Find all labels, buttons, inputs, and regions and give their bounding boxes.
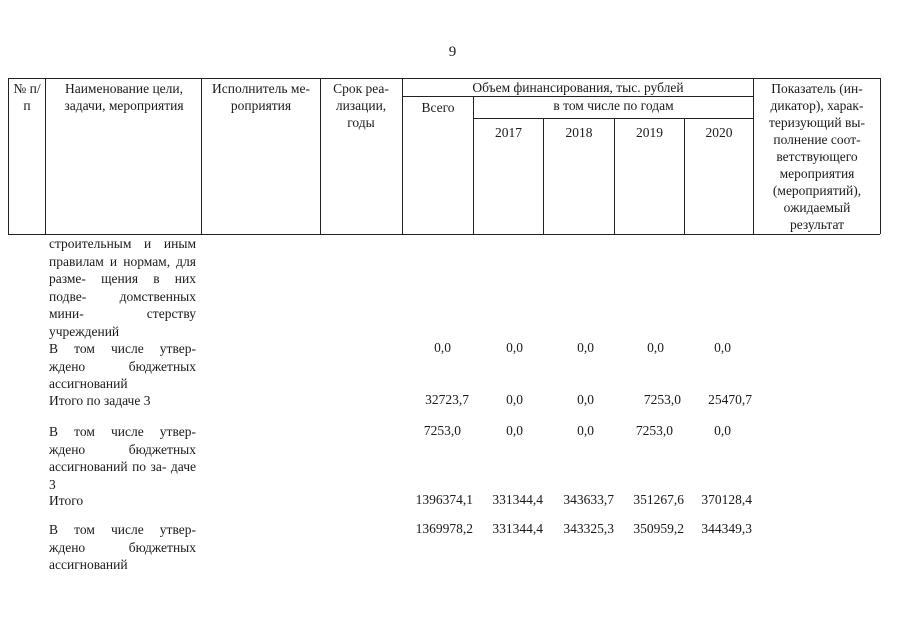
header-num: № п/п xyxy=(13,81,41,113)
row-2017: 0,0 xyxy=(506,423,523,438)
header-year-2017: 2017 xyxy=(495,125,522,140)
row-2020: 0,0 xyxy=(714,340,731,355)
row-total: 32723,7 xyxy=(425,392,469,407)
header-executor: Исполнитель ме- роприятия xyxy=(212,81,310,113)
header-year-2019: 2019 xyxy=(636,125,663,140)
row-total: 7253,0 xyxy=(423,423,461,438)
row-2019: 7253,0 xyxy=(635,423,673,438)
row-2017: 0,0 xyxy=(506,340,523,355)
row-2018: 343325,3 xyxy=(563,521,614,536)
header-by-year: в том числе по годам xyxy=(553,98,674,113)
page-number: 9 xyxy=(448,44,457,60)
row-2018: 343633,7 xyxy=(563,492,614,507)
row-label: В том числе утвер- ждено бюджетных ассигнований xyxy=(49,341,196,391)
row-2017: 331344,4 xyxy=(492,521,543,536)
row-label: В том числе утвер- ждено бюджетных ассигнований xyxy=(49,522,196,572)
row-2019: 7253,0 xyxy=(643,392,681,407)
header-total: Всего xyxy=(421,100,455,115)
header-term: Срок реа- лизации, годы xyxy=(333,81,389,130)
header-name: Наименование цели, задачи, мероприятия xyxy=(64,81,184,113)
row-label: В том числе утвер- ждено бюджетных ассигнований по за- даче 3 xyxy=(49,424,196,492)
row-2019: 351267,6 xyxy=(633,492,684,507)
row-2018: 0,0 xyxy=(577,423,594,438)
row-2020: 0,0 xyxy=(714,423,731,438)
row-total: 1396374,1 xyxy=(415,492,473,507)
row-label: Итого по задаче 3 xyxy=(49,393,151,408)
row-total: 0,0 xyxy=(434,340,451,355)
header-indicator: Показатель (ин- дикатор), харак- теризующий вы- полнение соот- ветствующего мероприятия (мероприятий), ожидаемый результат xyxy=(769,81,865,232)
row-label: Итого xyxy=(49,493,84,508)
row-2018: 0,0 xyxy=(577,340,594,355)
row-2020: 25470,7 xyxy=(708,392,752,407)
header-year-2020: 2020 xyxy=(705,125,733,140)
row-2018: 0,0 xyxy=(577,392,594,407)
row-2017: 331344,4 xyxy=(492,492,543,507)
row-2019: 0,0 xyxy=(647,340,664,355)
header-year-2018: 2018 xyxy=(565,125,593,140)
continuation-text: строительным и иным правилам и нормам, для разме- щения в них подве- домственных мини- стерству учреждений xyxy=(49,236,196,339)
row-2019: 350959,2 xyxy=(633,521,684,536)
row-total: 1369978,2 xyxy=(415,521,473,536)
row-2020: 370128,4 xyxy=(701,492,752,507)
header-funding: Объем финансирования, тыс. рублей xyxy=(472,80,684,95)
row-2020: 344349,3 xyxy=(701,521,752,536)
row-2017: 0,0 xyxy=(506,392,523,407)
